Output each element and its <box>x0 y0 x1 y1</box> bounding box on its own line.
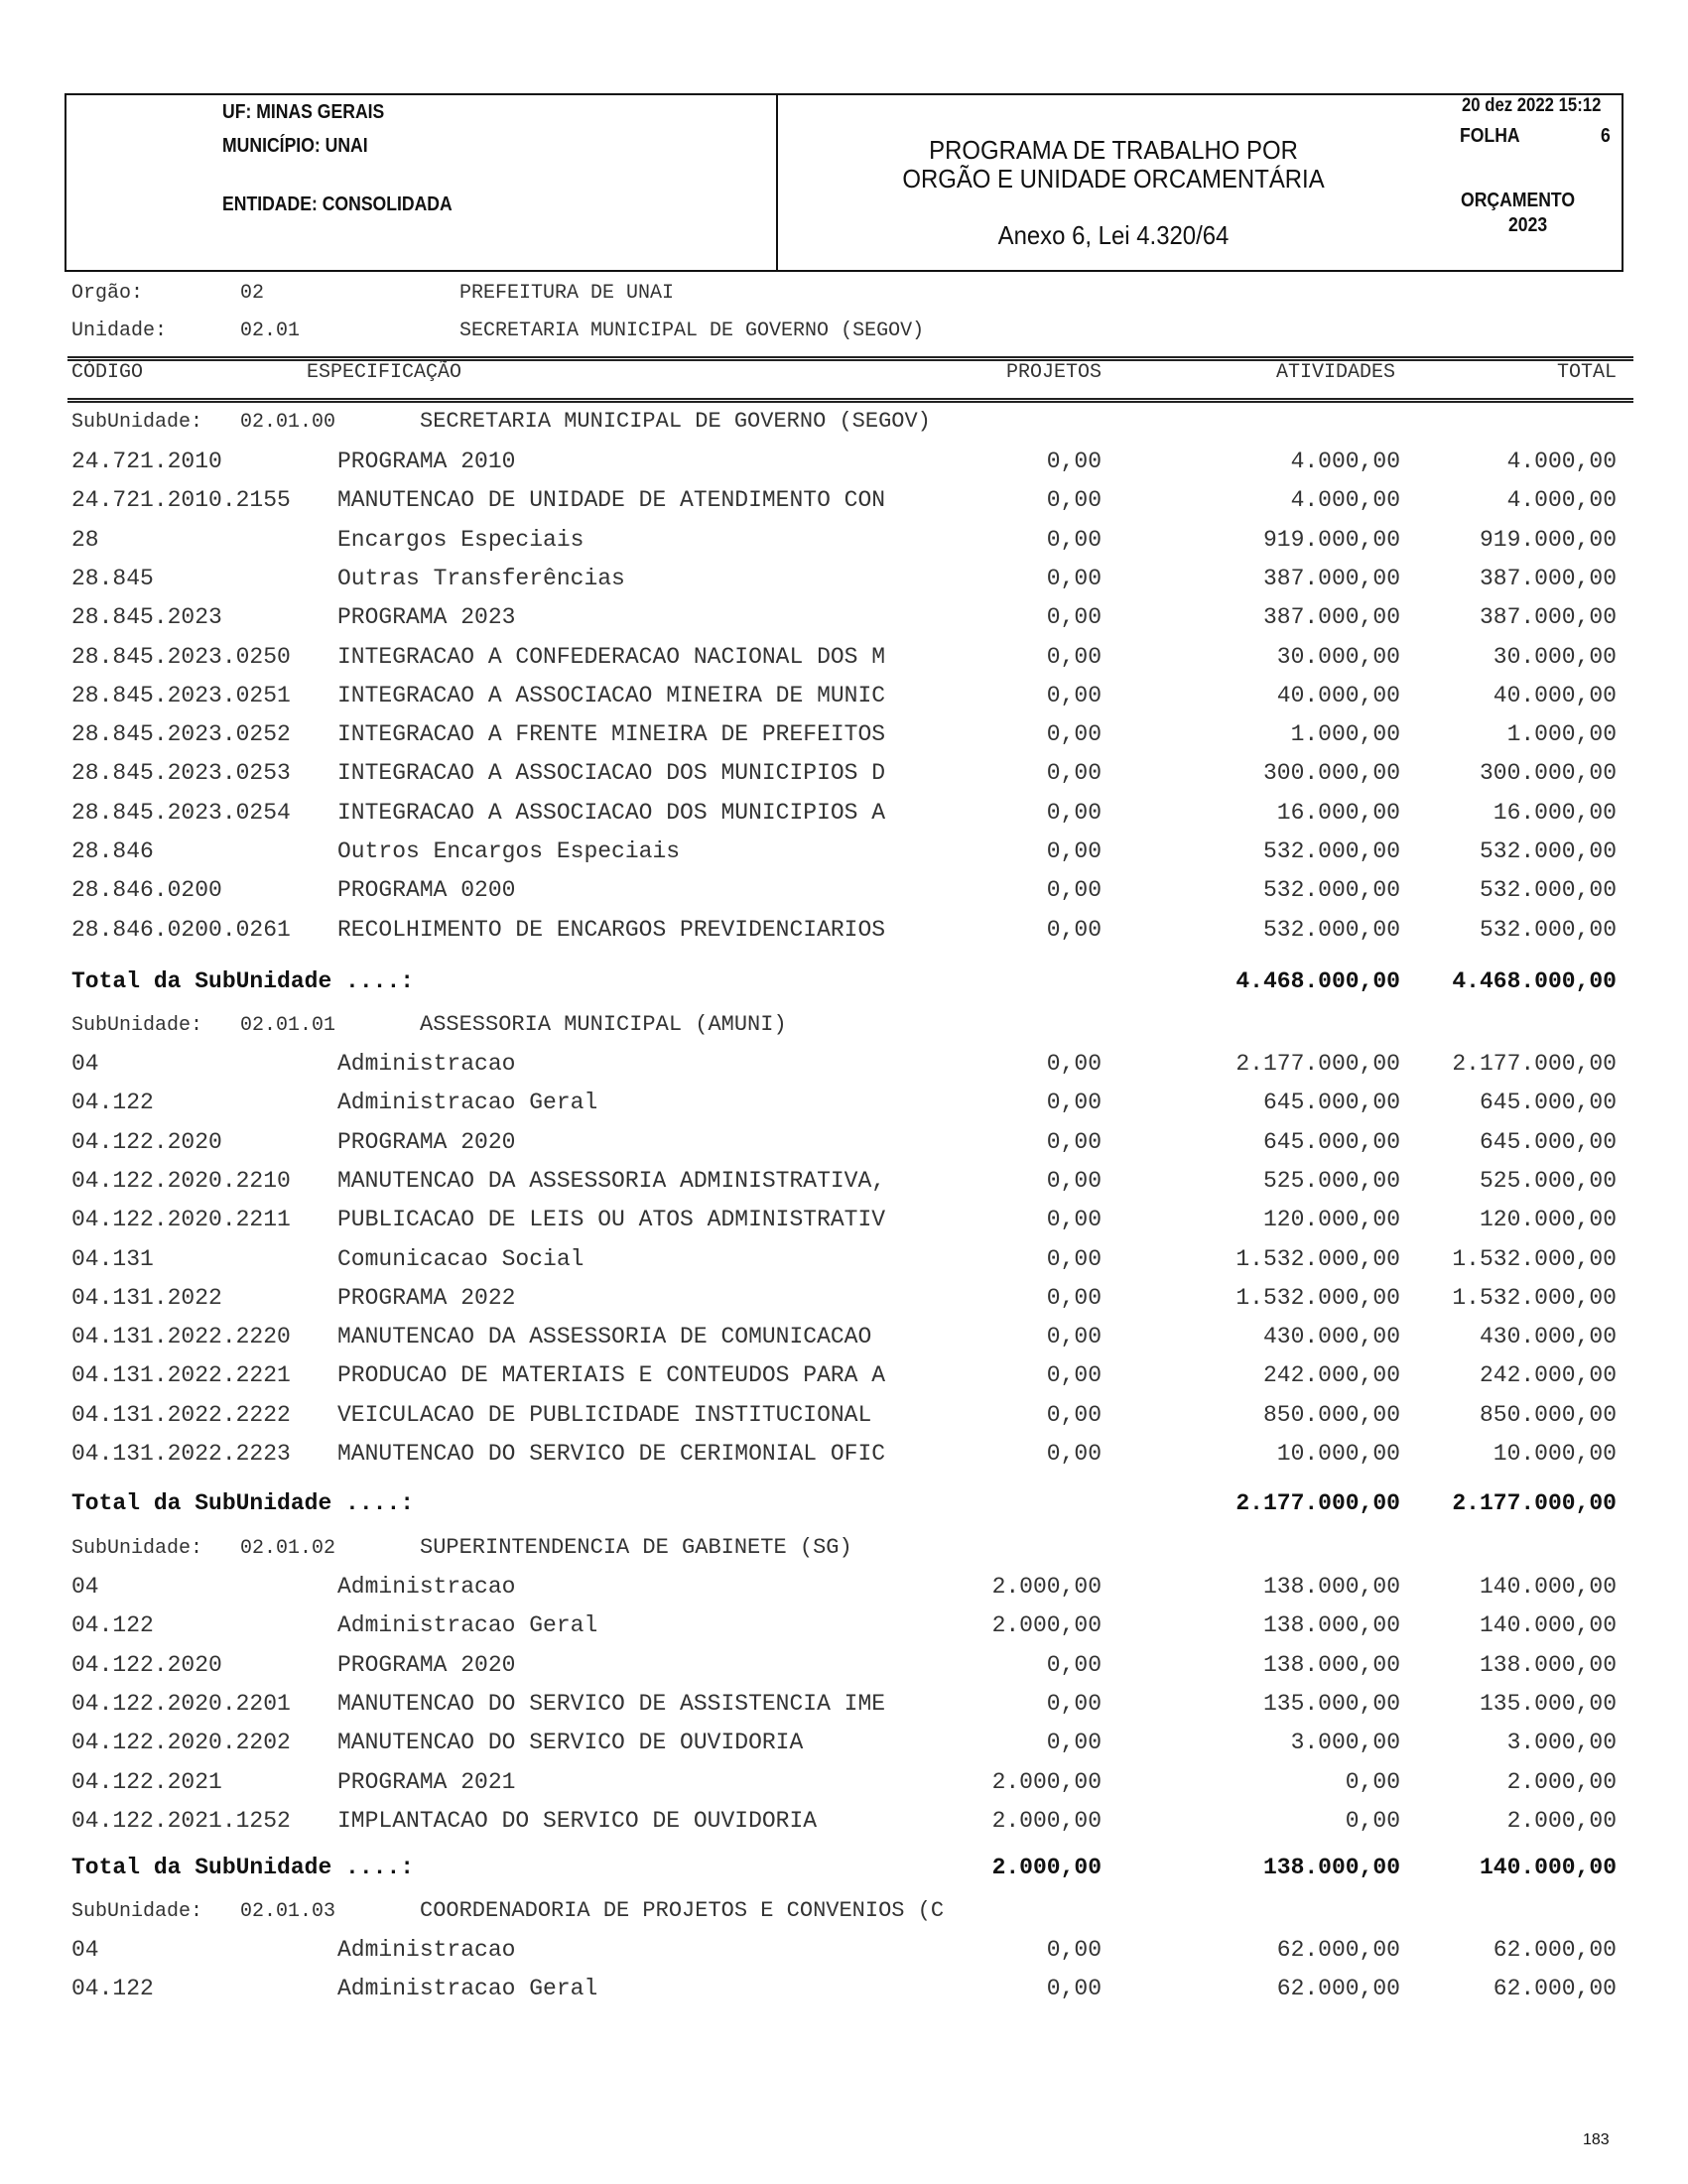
row-projetos: 0,00 <box>1046 800 1102 826</box>
row-code: 04.122.2020.2211 <box>71 1207 291 1232</box>
row-atividades: 138.000,00 <box>1262 1652 1400 1678</box>
row-atividades: 0,00 <box>1345 1769 1400 1795</box>
unidade-name: SECRETARIA MUNICIPAL DE GOVERNO (SEGOV) <box>459 320 925 342</box>
row-description: VEICULACAO DE PUBLICIDADE INSTITUCIONAL <box>337 1402 872 1428</box>
subunidade-code: 02.01.01 <box>240 1014 336 1037</box>
row-projetos: 0,00 <box>1046 1652 1102 1678</box>
row-code: 04.122.2020 <box>71 1129 222 1155</box>
row-description: RECOLHIMENTO DE ENCARGOS PREVIDENCIARIOS <box>337 917 886 943</box>
report-subtitle: Anexo 6, Lei 4.320/64 <box>997 220 1230 250</box>
row-code: 28.846.0200 <box>71 877 222 903</box>
row-code: 24.721.2010 <box>71 449 222 474</box>
row-projetos: 0,00 <box>1046 1246 1102 1272</box>
row-projetos: 2.000,00 <box>991 1769 1102 1795</box>
row-total: 387.000,00 <box>1479 566 1617 591</box>
subunidade-total-projetos: 2.000,00 <box>991 1855 1102 1880</box>
row-code: 04.131.2022.2222 <box>71 1402 291 1428</box>
row-atividades: 1.532.000,00 <box>1235 1285 1400 1311</box>
row-total: 140.000,00 <box>1479 1574 1617 1600</box>
report-title-line2: ORGÃO E UNIDADE ORCAMENTÁRIA <box>902 164 1325 193</box>
row-description: MANUTENCAO DE UNIDADE DE ATENDIMENTO CON <box>337 487 886 513</box>
row-code: 04.122.2020.2210 <box>71 1168 291 1194</box>
row-total: 532.000,00 <box>1479 877 1617 903</box>
row-description: PROGRAMA 2021 <box>337 1769 516 1795</box>
row-atividades: 525.000,00 <box>1262 1168 1400 1194</box>
row-projetos: 0,00 <box>1046 449 1102 474</box>
subunidade-label: SubUnidade: <box>71 411 203 434</box>
row-code: 04.131.2022.2223 <box>71 1441 291 1467</box>
row-atividades: 30.000,00 <box>1276 644 1400 670</box>
orgao-label: Orgão: <box>71 282 144 305</box>
row-description: PROGRAMA 0200 <box>337 877 516 903</box>
row-total: 430.000,00 <box>1479 1324 1617 1349</box>
row-description: IMPLANTACAO DO SERVICO DE OUVIDORIA <box>337 1808 818 1834</box>
row-description: Comunicacao Social <box>337 1246 584 1272</box>
row-description: PROGRAMA 2010 <box>337 449 516 474</box>
row-description: Encargos Especiais <box>337 527 584 553</box>
row-projetos: 0,00 <box>1046 1207 1102 1232</box>
row-total: 919.000,00 <box>1479 527 1617 553</box>
header-divider <box>776 95 778 270</box>
row-atividades: 532.000,00 <box>1262 838 1400 864</box>
row-code: 28.845.2023.0251 <box>71 683 291 708</box>
col-projetos: PROJETOS <box>1005 361 1102 384</box>
row-total: 532.000,00 <box>1479 838 1617 864</box>
row-description: Outras Transferências <box>337 566 625 591</box>
row-atividades: 4.000,00 <box>1290 487 1400 513</box>
row-code: 04.131.2022 <box>71 1285 222 1311</box>
row-description: MANUTENCAO DO SERVICO DE CERIMONIAL OFIC <box>337 1441 886 1467</box>
col-total: TOTAL <box>1556 361 1617 384</box>
row-description: INTEGRACAO A ASSOCIACAO MINEIRA DE MUNIC <box>337 683 886 708</box>
row-code: 04.122 <box>71 1090 154 1115</box>
row-projetos: 0,00 <box>1046 1691 1102 1717</box>
unidade-label: Unidade: <box>71 320 168 342</box>
row-projetos: 2.000,00 <box>991 1574 1102 1600</box>
row-description: INTEGRACAO A ASSOCIACAO DOS MUNICIPIOS D <box>337 760 886 786</box>
row-description: Outros Encargos Especiais <box>337 838 681 864</box>
row-description: PROGRAMA 2020 <box>337 1652 516 1678</box>
row-total: 532.000,00 <box>1479 917 1617 943</box>
row-projetos: 0,00 <box>1046 877 1102 903</box>
row-total: 140.000,00 <box>1479 1612 1617 1638</box>
row-description: PROGRAMA 2023 <box>337 604 516 630</box>
row-total: 2.000,00 <box>1506 1769 1617 1795</box>
col-atividades: ATIVIDADES <box>1275 361 1395 384</box>
row-total: 4.000,00 <box>1506 487 1617 513</box>
row-projetos: 0,00 <box>1046 527 1102 553</box>
report-datetime: 20 dez 2022 15:12 <box>1462 95 1602 116</box>
folha-value: 6 <box>1601 125 1611 147</box>
row-atividades: 1.000,00 <box>1290 721 1400 747</box>
orcamento-year: 2023 <box>1508 214 1548 236</box>
row-projetos: 0,00 <box>1046 1937 1102 1963</box>
row-atividades: 138.000,00 <box>1262 1612 1400 1638</box>
subunidade-name: SUPERINTENDENCIA DE GABINETE (SG) <box>420 1535 852 1560</box>
row-code: 04.122 <box>71 1612 154 1638</box>
orcamento-label: ORÇAMENTO <box>1461 190 1576 211</box>
subunidade-total-atividades: 138.000,00 <box>1262 1855 1400 1880</box>
subunidade-total-label: Total da SubUnidade ....: <box>71 1490 415 1516</box>
row-projetos: 0,00 <box>1046 683 1102 708</box>
row-atividades: 4.000,00 <box>1290 449 1400 474</box>
col-especificacao: ESPECIFICAÇÃO <box>307 361 462 384</box>
row-description: INTEGRACAO A ASSOCIACAO DOS MUNICIPIOS A <box>337 800 886 826</box>
row-atividades: 120.000,00 <box>1262 1207 1400 1232</box>
subunidade-label: SubUnidade: <box>71 1014 203 1037</box>
orgao-name: PREFEITURA DE UNAI <box>459 282 675 305</box>
unidade-code: 02.01 <box>240 320 301 342</box>
row-atividades: 62.000,00 <box>1276 1976 1400 2001</box>
subunidade-total-total: 140.000,00 <box>1479 1855 1617 1880</box>
row-atividades: 3.000,00 <box>1290 1730 1400 1755</box>
subunidade-code: 02.01.03 <box>240 1900 336 1923</box>
row-total: 2.177.000,00 <box>1452 1051 1617 1077</box>
row-code: 28.845.2023.0250 <box>71 644 291 670</box>
row-description: MANUTENCAO DA ASSESSORIA DE COMUNICACAO <box>337 1324 872 1349</box>
row-atividades: 0,00 <box>1345 1808 1400 1834</box>
row-code: 04.122.2021 <box>71 1769 222 1795</box>
row-total: 525.000,00 <box>1479 1168 1617 1194</box>
row-total: 242.000,00 <box>1479 1362 1617 1388</box>
row-code: 28.845.2023.0253 <box>71 760 291 786</box>
row-projetos: 0,00 <box>1046 760 1102 786</box>
row-atividades: 430.000,00 <box>1262 1324 1400 1349</box>
row-projetos: 0,00 <box>1046 1441 1102 1467</box>
row-total: 62.000,00 <box>1493 1937 1617 1963</box>
row-total: 2.000,00 <box>1506 1808 1617 1834</box>
header-bottom-rule <box>67 398 1633 403</box>
row-atividades: 62.000,00 <box>1276 1937 1400 1963</box>
subunidade-total-total: 2.177.000,00 <box>1452 1490 1617 1516</box>
row-atividades: 40.000,00 <box>1276 683 1400 708</box>
subunidade-label: SubUnidade: <box>71 1537 203 1560</box>
row-code: 28.845 <box>71 566 154 591</box>
row-projetos: 0,00 <box>1046 838 1102 864</box>
municipio-label: MUNICÍPIO: UNAI <box>222 135 368 157</box>
row-total: 1.000,00 <box>1506 721 1617 747</box>
row-projetos: 0,00 <box>1046 604 1102 630</box>
row-projetos: 0,00 <box>1046 917 1102 943</box>
row-atividades: 138.000,00 <box>1262 1574 1400 1600</box>
row-atividades: 16.000,00 <box>1276 800 1400 826</box>
subunidade-total-atividades: 2.177.000,00 <box>1235 1490 1400 1516</box>
row-projetos: 0,00 <box>1046 1051 1102 1077</box>
row-description: MANUTENCAO DO SERVICO DE OUVIDORIA <box>337 1730 804 1755</box>
row-atividades: 919.000,00 <box>1262 527 1400 553</box>
row-code: 28.845.2023.0252 <box>71 721 291 747</box>
row-atividades: 850.000,00 <box>1262 1402 1400 1428</box>
row-code: 04.122 <box>71 1976 154 2001</box>
row-code: 04.122.2021.1252 <box>71 1808 291 1834</box>
row-total: 3.000,00 <box>1506 1730 1617 1755</box>
row-projetos: 0,00 <box>1046 1168 1102 1194</box>
row-code: 28.845.2023 <box>71 604 222 630</box>
row-description: INTEGRACAO A CONFEDERACAO NACIONAL DOS M <box>337 644 886 670</box>
subunidade-total-total: 4.468.000,00 <box>1452 968 1617 994</box>
subunidade-total-label: Total da SubUnidade ....: <box>71 1855 415 1880</box>
row-total: 10.000,00 <box>1493 1441 1617 1467</box>
row-total: 1.532.000,00 <box>1452 1246 1617 1272</box>
row-atividades: 300.000,00 <box>1262 760 1400 786</box>
subunidade-label: SubUnidade: <box>71 1900 203 1923</box>
row-code: 04.131 <box>71 1246 154 1272</box>
row-code: 28 <box>71 527 99 553</box>
subunidade-name: COORDENADORIA DE PROJETOS E CONVENIOS (C <box>420 1898 945 1923</box>
row-atividades: 532.000,00 <box>1262 917 1400 943</box>
row-projetos: 0,00 <box>1046 487 1102 513</box>
row-atividades: 645.000,00 <box>1262 1090 1400 1115</box>
row-atividades: 2.177.000,00 <box>1235 1051 1400 1077</box>
row-total: 387.000,00 <box>1479 604 1617 630</box>
row-total: 135.000,00 <box>1479 1691 1617 1717</box>
row-description: Administracao Geral <box>337 1090 598 1115</box>
row-total: 62.000,00 <box>1493 1976 1617 2001</box>
row-code: 04 <box>71 1051 99 1077</box>
row-description: MANUTENCAO DO SERVICO DE ASSISTENCIA IME <box>337 1691 886 1717</box>
row-projetos: 0,00 <box>1046 1730 1102 1755</box>
row-total: 120.000,00 <box>1479 1207 1617 1232</box>
row-atividades: 645.000,00 <box>1262 1129 1400 1155</box>
row-atividades: 532.000,00 <box>1262 877 1400 903</box>
row-atividades: 387.000,00 <box>1262 566 1400 591</box>
row-projetos: 0,00 <box>1046 1976 1102 2001</box>
row-projetos: 0,00 <box>1046 1324 1102 1349</box>
row-description: INTEGRACAO A FRENTE MINEIRA DE PREFEITOS <box>337 721 886 747</box>
row-projetos: 0,00 <box>1046 1285 1102 1311</box>
col-codigo: CÓDIGO <box>71 361 144 384</box>
subunidade-name: SECRETARIA MUNICIPAL DE GOVERNO (SEGOV) <box>420 409 931 434</box>
entidade-label: ENTIDADE: CONSOLIDADA <box>222 193 453 215</box>
row-atividades: 242.000,00 <box>1262 1362 1400 1388</box>
row-total: 645.000,00 <box>1479 1090 1617 1115</box>
row-projetos: 0,00 <box>1046 1090 1102 1115</box>
row-code: 04.131.2022.2221 <box>71 1362 291 1388</box>
row-atividades: 135.000,00 <box>1262 1691 1400 1717</box>
row-description: Administracao <box>337 1051 516 1077</box>
row-description: PUBLICACAO DE LEIS OU ATOS ADMINISTRATIV <box>337 1207 886 1232</box>
subunidade-total-atividades: 4.468.000,00 <box>1235 968 1400 994</box>
row-projetos: 0,00 <box>1046 1129 1102 1155</box>
row-description: Administracao Geral <box>337 1612 598 1638</box>
row-projetos: 0,00 <box>1046 1362 1102 1388</box>
row-total: 645.000,00 <box>1479 1129 1617 1155</box>
row-total: 300.000,00 <box>1479 760 1617 786</box>
folha-label: FOLHA <box>1460 125 1520 147</box>
row-description: MANUTENCAO DA ASSESSORIA ADMINISTRATIVA, <box>337 1168 886 1194</box>
row-code: 04 <box>71 1574 99 1600</box>
subunidade-total-label: Total da SubUnidade ....: <box>71 968 415 994</box>
row-total: 850.000,00 <box>1479 1402 1617 1428</box>
row-total: 40.000,00 <box>1493 683 1617 708</box>
subunidade-name: ASSESSORIA MUNICIPAL (AMUNI) <box>420 1012 787 1037</box>
subunidade-code: 02.01.02 <box>240 1537 336 1560</box>
row-code: 28.845.2023.0254 <box>71 800 291 826</box>
row-description: PROGRAMA 2022 <box>337 1285 516 1311</box>
row-total: 16.000,00 <box>1493 800 1617 826</box>
uf-label: UF: MINAS GERAIS <box>222 101 385 123</box>
row-code: 28.846.0200.0261 <box>71 917 291 943</box>
row-description: Administracao <box>337 1937 516 1963</box>
row-description: PROGRAMA 2020 <box>337 1129 516 1155</box>
orgao-code: 02 <box>240 282 265 305</box>
row-code: 28.846 <box>71 838 154 864</box>
row-code: 04.131.2022.2220 <box>71 1324 291 1349</box>
row-code: 04.122.2020 <box>71 1652 222 1678</box>
row-code: 04.122.2020.2201 <box>71 1691 291 1717</box>
row-atividades: 1.532.000,00 <box>1235 1246 1400 1272</box>
row-projetos: 2.000,00 <box>991 1808 1102 1834</box>
report-title-line1: PROGRAMA DE TRABALHO POR <box>929 135 1298 165</box>
row-description: Administracao Geral <box>337 1976 598 2001</box>
row-code: 04.122.2020.2202 <box>71 1730 291 1755</box>
page-number: 183 <box>1583 2131 1610 2148</box>
row-total: 30.000,00 <box>1493 644 1617 670</box>
row-atividades: 10.000,00 <box>1276 1441 1400 1467</box>
row-description: Administracao <box>337 1574 516 1600</box>
row-total: 1.532.000,00 <box>1452 1285 1617 1311</box>
header-top-rule <box>67 356 1633 361</box>
row-projetos: 0,00 <box>1046 566 1102 591</box>
row-code: 04 <box>71 1937 99 1963</box>
row-projetos: 0,00 <box>1046 721 1102 747</box>
row-total: 138.000,00 <box>1479 1652 1617 1678</box>
row-projetos: 0,00 <box>1046 1402 1102 1428</box>
row-atividades: 387.000,00 <box>1262 604 1400 630</box>
subunidade-code: 02.01.00 <box>240 411 336 434</box>
row-projetos: 0,00 <box>1046 644 1102 670</box>
row-total: 4.000,00 <box>1506 449 1617 474</box>
row-description: PRODUCAO DE MATERIAIS E CONTEUDOS PARA A <box>337 1362 886 1388</box>
row-code: 24.721.2010.2155 <box>71 487 291 513</box>
row-projetos: 2.000,00 <box>991 1612 1102 1638</box>
